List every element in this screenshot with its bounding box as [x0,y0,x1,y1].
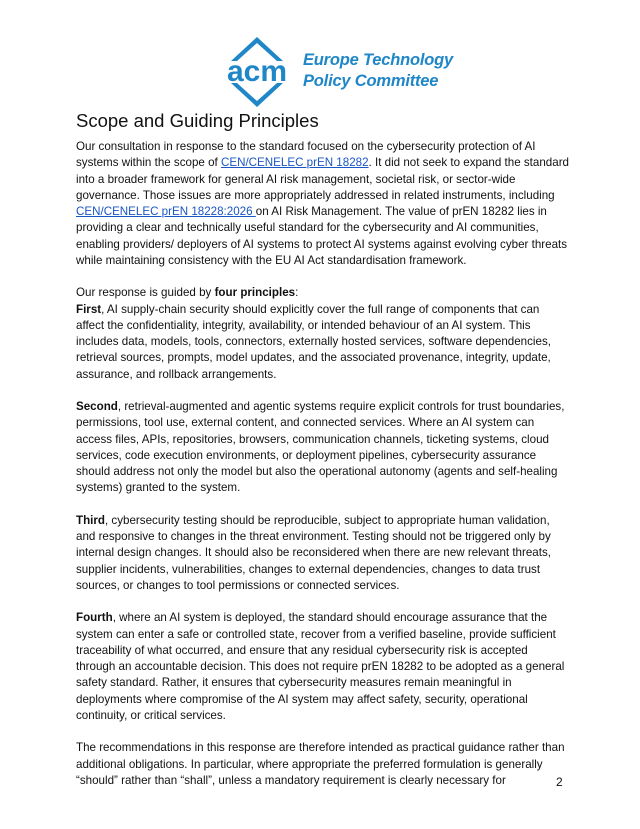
text-line: “should” rather than “shall”, unless a mandatory requirement is clearly necessary for [76,773,506,787]
logo-acm-text: acm [226,55,288,88]
text-line: services, code execution environments, or deployment pipelines, cybersecurity assurance [76,448,537,462]
text-line [76,513,572,529]
text-line: continuity, or critical services. [76,708,226,722]
text-line: retrieval sources, prompts, model updates, and the associated provenance, integrity, update, [76,351,551,365]
text-line: enabling providers/ deployers of AI systems to protect AI systems against evolving cyber threats [76,237,568,251]
text-line [76,285,572,301]
text-line: through an accountable decision. This does not require prEN 18282 to be adopted as a general [76,660,565,673]
principle-lead: First [76,302,102,316]
principle-lead: Third [76,513,105,527]
text-line [76,204,572,220]
text-line: deployments where compromise of the AI system may affect safety, security, operational [76,692,528,706]
text-line: includes data, models, tools, connectors, externally hosted services, software dependencies, [76,335,551,348]
text-span: , retrieval-augmented and agentic systems require explicit controls for trust boundaries, [117,400,565,413]
text-line: system can enter a safe or controlled state, recover from a verified baseline, provide sufficient [76,627,556,641]
text-span: systems within the scope of [76,156,221,170]
text-span: , cybersecurity testing should be reproducible, subject to appropriate human validation, [104,513,550,527]
text-line [76,155,572,171]
four-principles-bold: four principles [214,286,296,300]
text-line: access files, APIs, repositories, browsers, communication channels, ticketing systems, cloud [76,432,549,446]
text-line: additional obligations. In particular, where appropriate the preferred formulation is generally [76,757,543,771]
page-number: 2 [556,775,563,789]
text-line: Our consultation in response to the standard focused on the cybersecurity protection of AI [76,140,536,153]
principle-fourth [76,610,572,724]
text-line: assurance, and rollback arrangements. [76,367,277,381]
cen-cenelec-pren-18228-link[interactable]: CEN/CENELEC prEN 18228:2026 [76,205,256,218]
text-line: affect the confidentiality, integrity, availability, or intended behaviour of an AI system. This [76,318,531,332]
principle-lead: Second [76,400,118,413]
text-line: should address not only the model but also the operational autonomy (agents and self-healing [76,465,558,478]
logo-line-1: Europe Technology [303,51,453,69]
text-line: systems) granted to the system. [76,481,241,495]
text-line [76,399,572,415]
text-line: The recommendations in this response are therefore intended as practical guidance rather than [76,741,565,755]
acm-europe-tpc-logo [211,35,461,109]
text-span: : [295,286,299,300]
text-line: and responsive to changes in the threat environment. Testing should not be triggered only by [76,530,551,543]
text-line [76,610,572,626]
text-line: sources, or changes to tool permissions or connected services. [76,578,400,592]
principle-second [76,399,572,497]
text-line: internal design changes. It should also be reconsidered when there are new relevant threats, [76,546,551,560]
text-line: governance. Those issues are more appropriately addressed in related instruments, including [76,188,555,202]
guided-by-line [76,285,572,301]
text-line: traceability of what occurred, and ensure that any residual cybersecurity risk is accepted [76,643,528,657]
principle-first [76,302,572,383]
text-span: Our response is guided by [76,286,215,300]
page-title: Scope and Guiding Principles [76,110,319,131]
cen-cenelec-pren-18282-link[interactable]: CEN/CENELEC prEN 18282 [220,156,369,170]
document-body [76,139,572,789]
text-span: . It did not seek to expand the standard [368,156,569,170]
logo-line-2: Policy Committee [303,72,439,90]
closing-paragraph [76,740,572,789]
text-line: safety standard. Rather, it ensures that cybersecurity measures remain meaningful in [76,676,512,690]
intro-paragraph [76,139,572,269]
text-span: , where an AI system is deployed, the standard should encourage assurance that the [112,611,548,625]
text-line: while maintaining consistency with the EU AI Act standardisation framework. [76,253,467,267]
text-span: , AI supply-chain security should explicitly cover the full range of components that can [101,302,540,316]
principle-third [76,513,572,594]
text-line: supplier incidents, vulnerabilities, changes to external dependencies, changes to data trust [76,562,541,576]
text-line [76,302,572,318]
text-line: providing a clear and technically useful standard for the cybersecurity and AI communities, [76,221,539,235]
acm-diamond-logo-icon [211,35,303,109]
text-line: permissions, tool use, external content, and connected services. Where an AI system can [76,416,535,430]
text-span: on AI Risk Management. The value of prEN 18282 lies in [255,205,547,218]
text-line: into a broader framework for general AI risk management, societal risk, or sector-wide [76,172,516,186]
principle-lead: Fourth [76,611,113,625]
